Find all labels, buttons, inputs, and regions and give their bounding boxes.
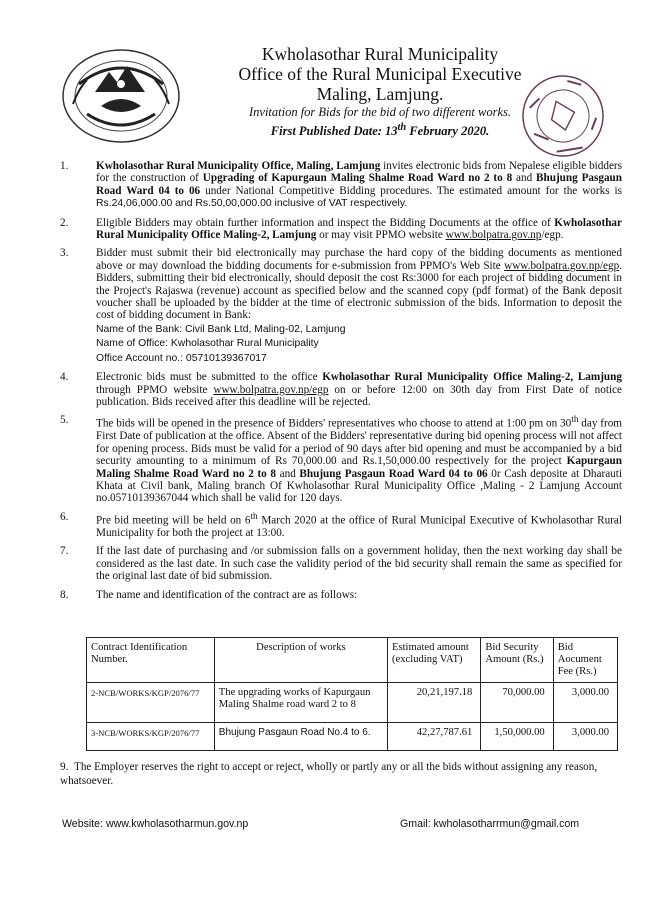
estimated-amount: 20,21,197.18	[388, 683, 481, 723]
header-estimated-amount: Estimated amount (excluding VAT)	[388, 638, 481, 683]
letterhead	[190, 44, 570, 139]
estimated-amount: 42,27,787.61	[388, 723, 481, 751]
bid-security: 1,50,000.00	[481, 723, 553, 751]
clause-2: 2. Eligible Bidders may obtain further information and inspect the Bidding Documents at the office of Kwholasothar Rural Municipality Office Maling-2, Lamjung or may visit PPMO website www.bolpatra.gov.np/egp.	[60, 216, 622, 242]
header-bid-fee: Bid Aocument Fee (Rs.)	[553, 638, 617, 683]
table-header-row	[87, 638, 618, 683]
ppmo-egp-link[interactable]: www.bolpatra.gov.np/egp	[504, 259, 620, 272]
header-bid-security: Bid Security Amount (Rs.)	[481, 638, 553, 683]
bid-security: 70,000.00	[481, 683, 553, 723]
clause-8: 8. The name and identification of the contract are as follows:	[60, 588, 358, 601]
clause-7: 7. If the last date of purchasing and /or submission falls on a government holiday, then the next working day shall be considered as the last date. In such case the validity period of the bid security shall remain the same as specified for the original last date of bid submission.	[60, 545, 622, 583]
clause-1: 1. Kwholasothar Rural Municipality Office, Maling, Lamjung invites electronic bids from Nepalese eligible bidders for the construction of Upgrading of Kapurgaun Maling Shalme Road Ward no 2 to 8 and Bhujung Pasgaun Road Ward 04 to 06 under National Competitive Bidding procedures. The estimated amount for the works is Rs.24,06,000.00 and Rs.50,00,000.00 inclusive of VAT respectively.	[60, 160, 622, 210]
clause-3: 3. Bidder must submit their bid electronically may purchase the hard copy of the bidding documents as mentioned above or may download the bidding documents for e-submission from PPMO's Web Site www.bolpatra.gov.np/egp. Bidders, submitting their bid electronically, should deposit the cost Rs:3000 for each project of bidding document in the Project's Rajaswa (revenue) account as specified below and the scanned copy (pdf format) of the Bank deposit voucher shall be uploaded by the bidder at the time of electronic submission of the bids. Information to deposit the cost of bidding document in Bank: Name of the Bank: Civil Bank Ltd, Maling-02, Lamjung Name of Office: Kwholasothar Rural Municipality Office Account no.: 05710139367017	[60, 247, 622, 364]
table-row	[87, 723, 618, 751]
clause-6: 6. Pre bid meeting will be held on 6th March 2020 at the office of Rural Municipal Executive of Kwholasothar Rural Municipality for both the project at 13:00.	[60, 510, 622, 540]
municipality-name: Kwholasothar Rural Municipality	[261, 44, 499, 64]
bank-office-name: Name of Office: Kwholasothar Rural Municipality	[96, 338, 319, 350]
ppmo-submission-link[interactable]: www.bolpatra.gov.np/egp	[213, 383, 329, 396]
clause-4: 4. Electronic bids must be submitted to the office Kwholasothar Rural Municipality Office Maling-2, Lamjung through PPMO website www.bolpatra.gov.np/egp on or before 12:00 on 30th day from First Date of notice publication. Bids received after this deadline will be rejected.	[60, 371, 623, 408]
contract-id: 2-NCB/WORKS/KGP/2076/77	[87, 683, 215, 723]
clause-9: 9. The Employer reserves the right to accept or reject, wholly or partly any or all the bids without assigning any reason, whatsoever.	[60, 761, 598, 787]
bid-fee: 3,000.00	[553, 723, 617, 751]
published-date: First Published Date: 13th February 2020.	[270, 122, 490, 139]
footer-email[interactable]: Gmail: kwholasotharrmun@gmail.com	[400, 818, 580, 830]
bank-name: Name of the Bank: Civil Bank Ltd, Maling-02, Lamjung	[96, 323, 346, 335]
bank-account-number: Office Account no.: 05710139367017	[96, 352, 267, 364]
office-location: Maling, Lamjung.	[316, 84, 444, 104]
bid-fee: 3,000.00	[553, 683, 617, 723]
contract-description: Bhujung Pasgaun Road No.4 to 6.	[214, 723, 387, 751]
contract-description: The upgrading works of Kapurgaun Maling Shalme road ward 2 to 8	[214, 683, 387, 723]
clause-5: 5. The bids will be opened in the presence of Bidders' representatives who choose to attend at 1:00 pm on 30th day from First Date of publication at the office. Absent of the Bidders' representative during bid opening process will not affect for opening process. Bids must be valid for a period of 90 days after bid opening and must be accompanied by a bid security amounting to a minimum of Rs 70,000.00 and Rs.1,50,000.00 respectively for the project Kapurgaun Maling Shalme Road Ward no 2 to 8 and Bhujung Pasgaun Road Ward 04 to 06 0r Cash deposite at Dharauti Khata at Civil bank, Maling branch Of Kwholasothar Rural Municipality Office ,Maling - 2 Lamjung Account no.05710139367044 which shall be valid for 120 days.	[60, 414, 622, 505]
table-row	[87, 683, 618, 723]
government-emblem	[57, 44, 185, 146]
contract-id: 3-NCB/WORKS/KGP/2076/77	[87, 723, 215, 751]
header-contract-id: Contract Identification Number.	[87, 638, 215, 683]
contracts-table	[86, 637, 618, 751]
footer-website[interactable]: Website: www.kwholasotharmun.gov.np	[62, 818, 249, 830]
invitation-title: Invitation for Bids for the bid of two different works.	[248, 105, 512, 119]
ppmo-link[interactable]: www.bolpatra.gov.np	[445, 229, 542, 242]
notice-body	[40, 160, 622, 607]
office-name: Office of the Rural Municipal Executive	[238, 64, 522, 84]
header-description: Description of works	[214, 638, 387, 683]
